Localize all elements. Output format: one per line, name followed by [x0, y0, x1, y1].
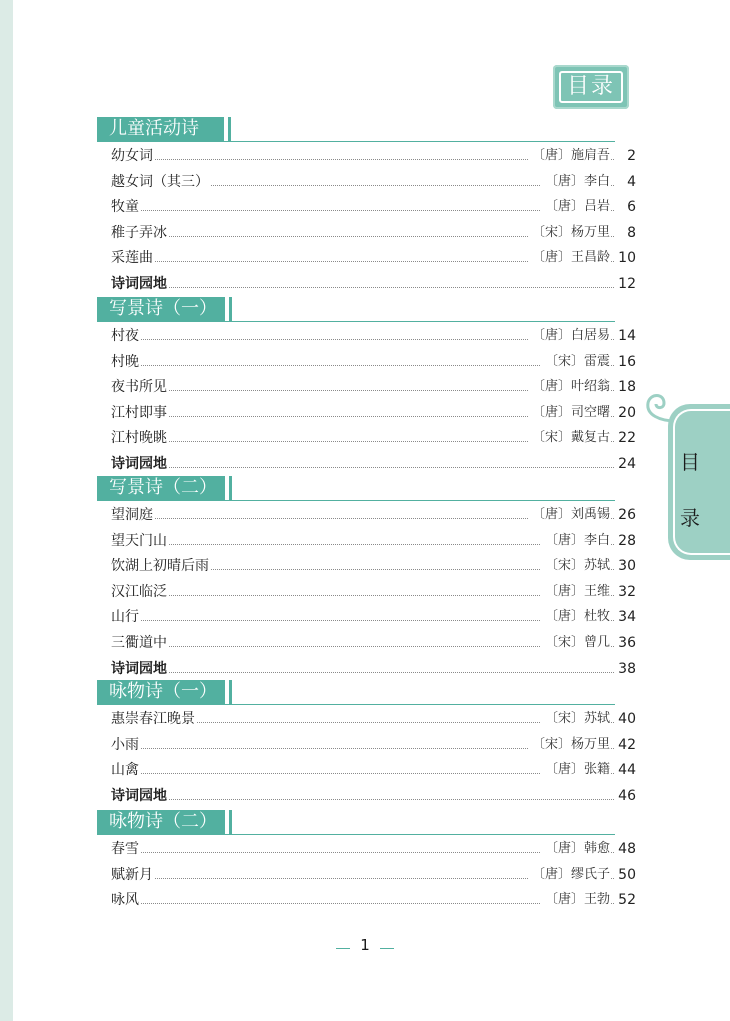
toc-entry[interactable]	[111, 633, 636, 653]
toc-entry[interactable]	[111, 326, 636, 346]
toc-entry[interactable]	[111, 865, 636, 885]
toc-entry[interactable]	[111, 352, 636, 372]
entry-author: 〔宋〕戴复古	[528, 428, 610, 448]
entry-author: 〔宋〕苏轼	[541, 709, 610, 729]
section-accent-bar	[229, 810, 232, 834]
side-tab	[668, 404, 730, 560]
side-tab-label-bottom: 录	[680, 506, 700, 530]
section-title: 咏物诗（二）	[97, 810, 225, 834]
entry-title: 越女词（其三）	[111, 174, 209, 190]
entry-page-number: 38	[614, 659, 636, 679]
entry-author: 〔宋〕雷震	[541, 352, 610, 372]
toc-entry[interactable]	[111, 556, 636, 576]
dot-leader	[111, 287, 636, 288]
page-title: 目录	[559, 71, 623, 103]
section-divider	[97, 500, 615, 501]
toc-entry[interactable]	[111, 223, 636, 243]
entry-title: 牧童	[111, 199, 139, 215]
entry-author: 〔唐〕叶绍翁	[528, 377, 610, 397]
footer-ornament-right	[380, 942, 394, 949]
section-accent-bar	[229, 476, 232, 500]
page-footer	[0, 936, 730, 954]
entry-title: 夜书所见	[111, 379, 167, 395]
entry-author: 〔唐〕施肩吾	[528, 146, 610, 166]
toc-entry[interactable]	[111, 531, 636, 551]
toc-entry[interactable]	[111, 839, 636, 859]
dot-leader	[111, 799, 636, 800]
entry-title: 村夜	[111, 328, 139, 344]
entry-title: 稚子弄冰	[111, 225, 167, 241]
section-title: 写景诗（二）	[97, 476, 225, 500]
footer-ornament-left	[336, 942, 350, 949]
entry-page-number: 14	[614, 326, 636, 346]
entry-title: 江村晚眺	[111, 430, 167, 446]
section-divider	[97, 834, 615, 835]
entry-title: 饮湖上初晴后雨	[111, 558, 209, 574]
entry-author: 〔唐〕刘禹锡	[528, 505, 610, 525]
entry-author: 〔唐〕李白	[541, 531, 610, 551]
toc-entry[interactable]	[111, 607, 636, 627]
entry-page-number: 30	[614, 556, 636, 576]
entry-author: 〔唐〕杜牧	[541, 607, 610, 627]
entry-title: 诗词园地	[111, 276, 167, 292]
entry-author: 〔宋〕苏轼	[541, 556, 610, 576]
entry-page-number: 32	[614, 582, 636, 602]
entry-page-number: 4	[614, 172, 636, 192]
entry-title: 小雨	[111, 737, 139, 753]
entry-page-number: 26	[614, 505, 636, 525]
toc-entry[interactable]	[111, 505, 636, 525]
side-tab-label-top: 目	[680, 450, 700, 474]
entry-title: 三衢道中	[111, 635, 167, 651]
entry-page-number: 46	[614, 786, 636, 806]
entry-page-number: 8	[614, 223, 636, 243]
section-accent-bar	[229, 297, 232, 321]
entry-author: 〔唐〕张籍	[541, 760, 610, 780]
entry-title: 咏风	[111, 892, 139, 908]
entry-author: 〔唐〕缪氏子	[528, 865, 610, 885]
poetry-garden-entry[interactable]	[111, 274, 636, 294]
entry-page-number: 24	[614, 454, 636, 474]
page-number: 1	[360, 936, 370, 954]
poetry-garden-entry[interactable]	[111, 659, 636, 679]
entry-author: 〔唐〕韩愈	[541, 839, 610, 859]
toc-entry[interactable]	[111, 428, 636, 448]
entry-title: 诗词园地	[111, 661, 167, 677]
entry-title: 汉江临泛	[111, 584, 167, 600]
dot-leader	[111, 672, 636, 673]
section-title: 儿童活动诗	[97, 117, 224, 141]
toc-entry[interactable]	[111, 709, 636, 729]
entry-author: 〔唐〕吕岩	[541, 197, 610, 217]
section-accent-bar	[229, 680, 232, 704]
entry-page-number: 50	[614, 865, 636, 885]
entry-page-number: 12	[614, 274, 636, 294]
entry-page-number: 18	[614, 377, 636, 397]
entry-author: 〔宋〕杨万里	[528, 223, 610, 243]
entry-title: 赋新月	[111, 867, 153, 883]
toc-entry[interactable]	[111, 582, 636, 602]
entry-author: 〔唐〕王勃	[541, 890, 610, 910]
section-title: 写景诗（一）	[97, 297, 225, 321]
entry-title: 山禽	[111, 762, 139, 778]
entry-page-number: 48	[614, 839, 636, 859]
entry-page-number: 42	[614, 735, 636, 755]
entry-title: 春雪	[111, 841, 139, 857]
toc-entry[interactable]	[111, 403, 636, 423]
toc-entry[interactable]	[111, 146, 636, 166]
entry-title: 惠崇春江晚景	[111, 711, 195, 727]
section-divider	[97, 321, 615, 322]
toc-entry[interactable]	[111, 735, 636, 755]
entry-page-number: 20	[614, 403, 636, 423]
entry-page-number: 16	[614, 352, 636, 372]
entry-author: 〔唐〕王昌龄	[528, 248, 610, 268]
entry-page-number: 40	[614, 709, 636, 729]
dot-leader	[111, 467, 636, 468]
entry-page-number: 44	[614, 760, 636, 780]
entry-page-number: 52	[614, 890, 636, 910]
toc-entry[interactable]	[111, 172, 636, 192]
entry-title: 诗词园地	[111, 788, 167, 804]
poetry-garden-entry[interactable]	[111, 786, 636, 806]
entry-title: 江村即事	[111, 405, 167, 421]
toc-title-stamp	[553, 65, 629, 109]
entry-title: 采莲曲	[111, 250, 153, 266]
toc-entry[interactable]	[111, 197, 636, 217]
entry-title: 山行	[111, 609, 139, 625]
entry-author: 〔宋〕曾几	[541, 633, 610, 653]
section-accent-bar	[228, 117, 231, 141]
toc-entry[interactable]	[111, 377, 636, 397]
entry-page-number: 2	[614, 146, 636, 166]
entry-author: 〔宋〕杨万里	[528, 735, 610, 755]
entry-title: 望天门山	[111, 533, 167, 549]
entry-author: 〔唐〕王维	[541, 582, 610, 602]
entry-author: 〔唐〕司空曙	[528, 403, 610, 423]
entry-page-number: 34	[614, 607, 636, 627]
entry-page-number: 10	[614, 248, 636, 268]
section-title: 咏物诗（一）	[97, 680, 225, 704]
section-divider	[97, 704, 615, 705]
left-margin-strip	[0, 0, 13, 1021]
entry-page-number: 28	[614, 531, 636, 551]
entry-page-number: 22	[614, 428, 636, 448]
entry-page-number: 36	[614, 633, 636, 653]
poetry-garden-entry[interactable]	[111, 454, 636, 474]
toc-entry[interactable]	[111, 248, 636, 268]
entry-title: 望洞庭	[111, 507, 153, 523]
entry-page-number: 6	[614, 197, 636, 217]
section-divider	[97, 141, 615, 142]
entry-title: 幼女词	[111, 148, 153, 164]
entry-author: 〔唐〕李白	[541, 172, 610, 192]
entry-author: 〔唐〕白居易	[528, 326, 610, 346]
toc-entry[interactable]	[111, 760, 636, 780]
entry-title: 诗词园地	[111, 456, 167, 472]
entry-title: 村晚	[111, 354, 139, 370]
toc-entry[interactable]	[111, 890, 636, 910]
